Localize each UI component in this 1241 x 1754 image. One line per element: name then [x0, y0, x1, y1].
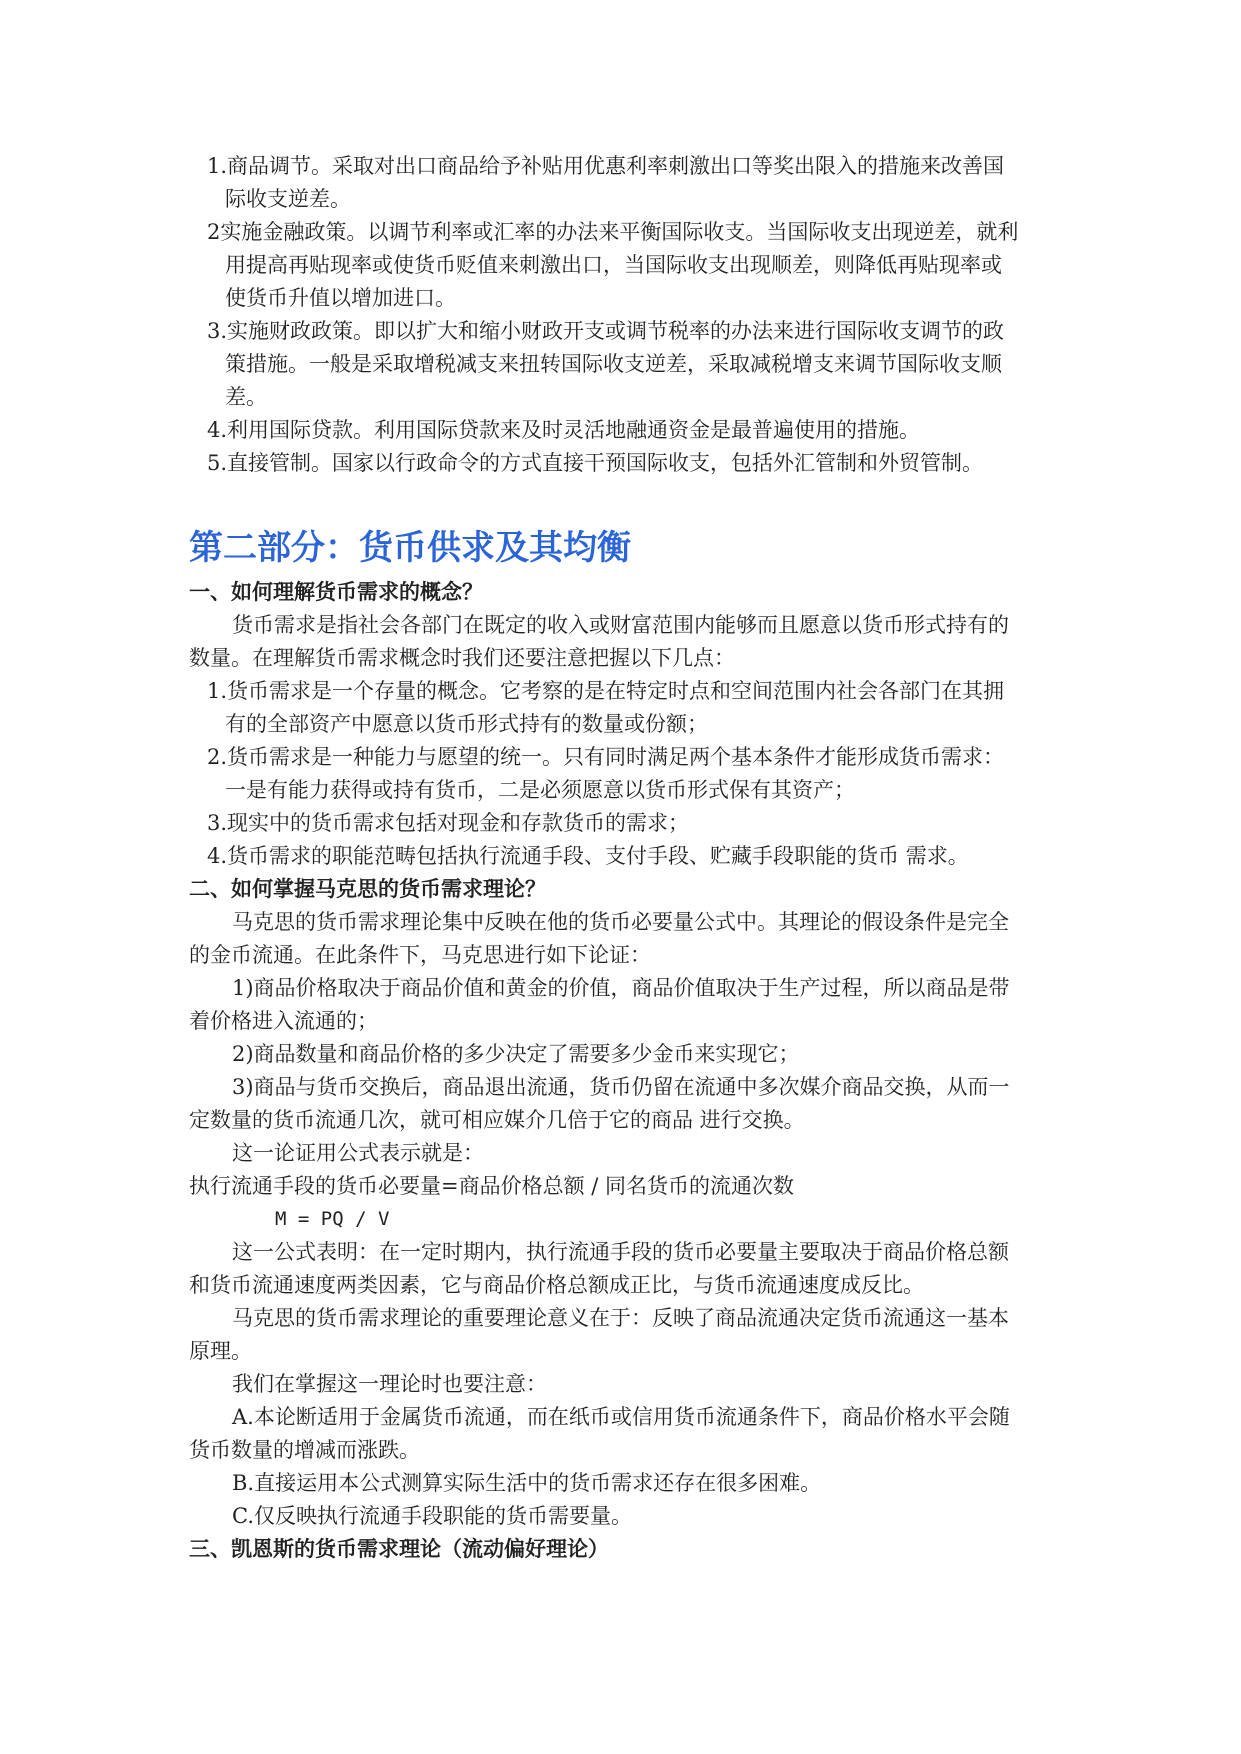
paragraph-line: 货币数量的增减而涨跌。 [189, 1438, 420, 1462]
paragraph-line: 马克思的货币需求理论集中反映在他的货币必要量公式中。其理论的假设条件是完全 [232, 910, 1009, 934]
list-item: 4.货币需求的职能范畴包括执行流通手段、支付手段、贮藏手段职能的货币 需求。 [207, 844, 969, 868]
paragraph-line: 和货币流通速度两类因素，它与商品价格总额成正比，与货币流通速度成反比。 [189, 1273, 924, 1297]
list-item-1: 1.商品调节。采取对出口商品给予补贴用优惠利率刺激出口等奖出限入的措施来改善国 [207, 154, 1005, 178]
paragraph-line: C.仅反映执行流通手段职能的货币需要量。 [232, 1504, 632, 1528]
paragraph-line: 马克思的货币需求理论的重要理论意义在于：反映了商品流通决定货币流通这一基本 [232, 1306, 1009, 1330]
list-item-cont: 一是有能力获得或持有货币，二是必须愿意以货币形式保有其资产； [225, 778, 855, 802]
list-item-2-cont: 用提高再贴现率或使货币贬值来刺激出口，当国际收支出现顺差，则降低再贴现率或 [225, 253, 1002, 277]
paragraph-line: 1)商品价格取决于商品价值和黄金的价值，商品价值取决于生产过程，所以商品是带 [232, 976, 1010, 1000]
list-item-3-cont: 差。 [225, 385, 267, 409]
paragraph-line: 的金币流通。在此条件下，马克思进行如下论证： [189, 943, 651, 967]
list-item: 2.货币需求是一种能力与愿望的统一。只有同时满足两个基本条件才能形成货币需求： [207, 745, 1005, 769]
section-heading-1: 一、如何理解货币需求的概念？ [189, 580, 483, 604]
paragraph-line: 货币需求是指社会各部门在既定的收入或财富范围内能够而且愿意以货币形式持有的 [232, 613, 1009, 637]
part-title: 第二部分：货币供求及其均衡 [189, 528, 631, 568]
paragraph-line: 原理。 [189, 1339, 252, 1363]
paragraph-line: 3)商品与货币交换后，商品退出流通，货币仍留在流通中多次媒介商品交换，从而一 [232, 1075, 1010, 1099]
paragraph-line: 2)商品数量和商品价格的多少决定了需要多少金币来实现它； [232, 1042, 800, 1066]
list-item: 3.现实中的货币需求包括对现金和存款货币的需求； [207, 811, 690, 835]
list-item-4: 4.利用国际贷款。利用国际贷款来及时灵活地融通资金是最普遍使用的措施。 [207, 418, 921, 442]
paragraph-line: B.直接运用本公式测算实际生活中的货币需求还存在很多困难。 [232, 1471, 822, 1495]
list-item: 1.货币需求是一个存量的概念。它考察的是在特定时点和空间范围内社会各部门在其拥 [207, 679, 1005, 703]
formula-text: 执行流通手段的货币必要量=商品价格总额 / 同名货币的流通次数 [189, 1174, 795, 1198]
paragraph-line: 数量。在理解货币需求概念时我们还要注意把握以下几点： [189, 646, 735, 670]
list-item-3-cont: 策措施。一般是采取增税减支来扭转国际收支逆差，采取减税增支来调节国际收支顺 [225, 352, 1002, 376]
list-item-2-cont: 使货币升值以增加进口。 [225, 286, 456, 310]
list-item-5: 5.直接管制。国家以行政命令的方式直接干预国际收支，包括外汇管制和外贸管制。 [207, 451, 984, 475]
paragraph-line: 这一公式表明：在一定时期内，执行流通手段的货币必要量主要取决于商品价格总额 [232, 1240, 1009, 1264]
paragraph-line: 定数量的货币流通几次，就可相应媒介几倍于它的商品 进行交换。 [189, 1108, 805, 1132]
list-item-3: 3.实施财政政策。即以扩大和缩小财政开支或调节税率的办法来进行国际收支调节的政 [207, 319, 1005, 343]
paragraph-line: A.本论断适用于金属货币流通，而在纸币或信用货币流通条件下，商品价格水平会随 [232, 1405, 1010, 1429]
list-item-cont: 有的全部资产中愿意以货币形式持有的数量或份额； [225, 712, 708, 736]
list-item-1-cont: 际收支逆差。 [225, 187, 351, 211]
paragraph-line: 这一论证用公式表示就是： [232, 1141, 484, 1165]
paragraph-line: 我们在掌握这一理论时也要注意： [232, 1372, 547, 1396]
paragraph-line: 着价格进入流通的； [189, 1009, 378, 1033]
list-item-2: 2实施金融政策。以调节利率或汇率的办法来平衡国际收支。当国际收支出现逆差，就利 [207, 220, 1019, 244]
section-heading-3: 三、凯恩斯的货币需求理论（流动偏好理论） [189, 1537, 609, 1561]
formula: M = PQ / V [275, 1208, 390, 1230]
section-heading-2: 二、如何掌握马克思的货币需求理论？ [189, 877, 546, 901]
